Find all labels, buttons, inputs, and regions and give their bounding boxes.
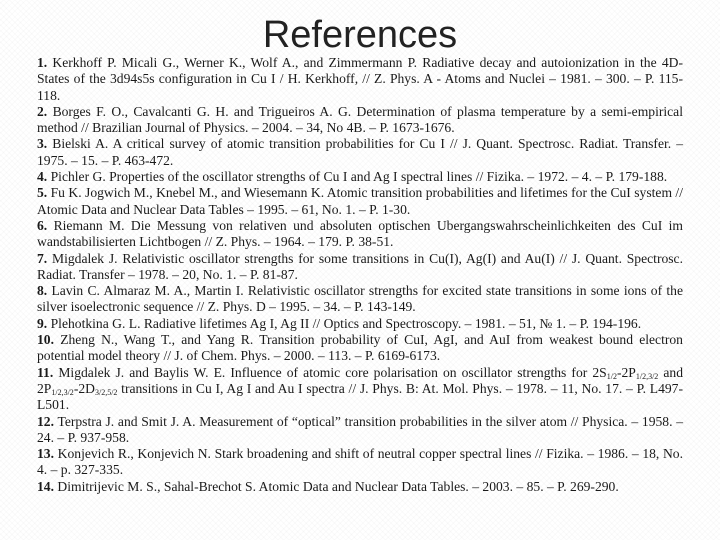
page-title: References (262, 14, 458, 56)
reference-text: Lavin C. Almaraz M. A., Martin I. Relativistic oscillator strengths for excited state transitions in some ions of the silver isoelectronic sequence // Z. Phys. D – 1995. – 34. – P. 143-149. (37, 283, 683, 315)
reference-number: 2. (37, 103, 48, 119)
reference-item (37, 479, 683, 495)
reference-text-part: transitions in Cu I, Ag I and Au I spectra // J. Phys. B: At. Mol. Phys. – 1978. – 11, No. 17. – P. L497-L501. (37, 380, 683, 413)
reference-list (37, 55, 683, 495)
subscript: 1/2,3/2 (51, 387, 74, 397)
reference-text: Migdalek J. Relativistic oscillator strengths for some transitions in Cu(I), Ag(I) and Au(I) // J. Quant. Spectrosc. Radiat. Transfer – 1978. – 20, No. 1. – P. 81-87. (37, 250, 683, 282)
reference-item (37, 283, 683, 316)
reference-item (37, 251, 683, 284)
reference-number: 1. (37, 55, 48, 70)
reference-number: 12. (37, 413, 54, 429)
reference-text-part: -2P (616, 364, 636, 380)
subscript: 1/2,3/2 (635, 371, 659, 381)
reference-item (37, 104, 683, 137)
reference-item (37, 185, 683, 218)
reference-text: Plehotkina G. L. Radiative lifetimes Ag I, Ag II // Optics and Spectroscopy. – 1981. – 51, № 1. – P. 194-196. (50, 315, 642, 331)
reference-text: Kerkhoff P. Micali G., Werner K., Wolf A., and Zimmermann P. Radiative decay and autoionization in the 4D-States of the 3d94s5s configuration in Cu I / H. Kerkhoff, // Z. Phys. A - Atoms and Nuclei – 1981. – 300. – P. 115-118. (37, 55, 683, 103)
reference-item (37, 218, 683, 251)
reference-number: 8. (37, 283, 48, 299)
reference-text: Zheng N., Wang T., and Yang R. Transition probability of CuI, AgI, and AuI from weakest bound electron potential model theory // J. of Chem. Phys. – 2000. – 113. – P. 6169-6173. (37, 332, 683, 364)
reference-text-part: and 2P (37, 364, 683, 396)
reference-number: 6. (37, 217, 48, 233)
reference-number: 5. (37, 185, 48, 201)
reference-text: Pichler G. Properties of the oscillator strengths of Cu I and Ag I spectral lines // Fizika. – 1972. – 4. – P. 179-188. (50, 169, 668, 185)
reference-number: 11. (37, 364, 54, 380)
reference-number: 7. (37, 250, 48, 266)
reference-text: Terpstra J. and Smit J. A. Measurement of “optical” transition probabilities in the silver atom // Physica. – 1958. – 24. – P. 937-958. (37, 413, 684, 445)
reference-item (37, 365, 683, 414)
reference-number: 13. (37, 446, 54, 462)
reference-number: 3. (37, 136, 48, 152)
subscript: 3/2,5/2 (94, 387, 118, 397)
reference-item (37, 414, 683, 447)
reference-item (37, 55, 683, 104)
reference-item (37, 169, 683, 185)
reference-text-part: Migdalek J. and Baylis W. E. Influence of atomic core polarisation on oscillator strengths for 2S (58, 364, 607, 380)
reference-text: Borges F. O., Cavalcanti G. H. and Trigueiros A. G. Determination of plasma temperature by a semi-empirical method // Brazilian Journal of Physics. – 2004. – 34, No 4B. – P. 1673-1676. (37, 103, 683, 136)
reference-text: Riemann M. Die Messung von relativen und absoluten optischen Ubergangswahrscheinlichkeiten des CuI im wandstabilisierten Lichtbogen // Z. Phys. – 1964. – 179. P. 38-51. (37, 217, 683, 250)
reference-text: Dimitrijevic M. S., Sahal-Brechot S. Atomic Data and Nuclear Data Tables. – 2003. – 85. – P. 269-290. (57, 478, 619, 494)
reference-text: Bielski A. A critical survey of atomic transition probabilities for Cu I // J. Quant. Spectrosc. Radiat. Transfer. – 1975. – 15. – P. 463-472. (37, 136, 684, 168)
reference-item (37, 332, 683, 365)
reference-text: Fu K. Jogwich M., Knebel M., and Wiesemann K. Atomic transition probabilities and lifetimes for the CuI system // Atomic Data and Nuclear Data Tables – 1995. – 61, No. 1. – P. 1-30. (37, 185, 683, 217)
reference-text-part: -2D (73, 380, 95, 396)
reference-number: 10. (37, 332, 54, 348)
reference-item (37, 316, 683, 332)
reference-item (37, 446, 683, 479)
reference-text: Konjevich R., Konjevich N. Stark broadening and shift of neutral copper spectral lines // Fizika. – 1986. – 18, No. 4. – p. 327-335. (37, 446, 683, 478)
reference-item (37, 136, 683, 169)
reference-number: 14. (37, 478, 54, 494)
reference-number: 4. (37, 169, 48, 185)
reference-number: 9. (37, 315, 48, 331)
subscript: 1/2 (606, 371, 617, 381)
